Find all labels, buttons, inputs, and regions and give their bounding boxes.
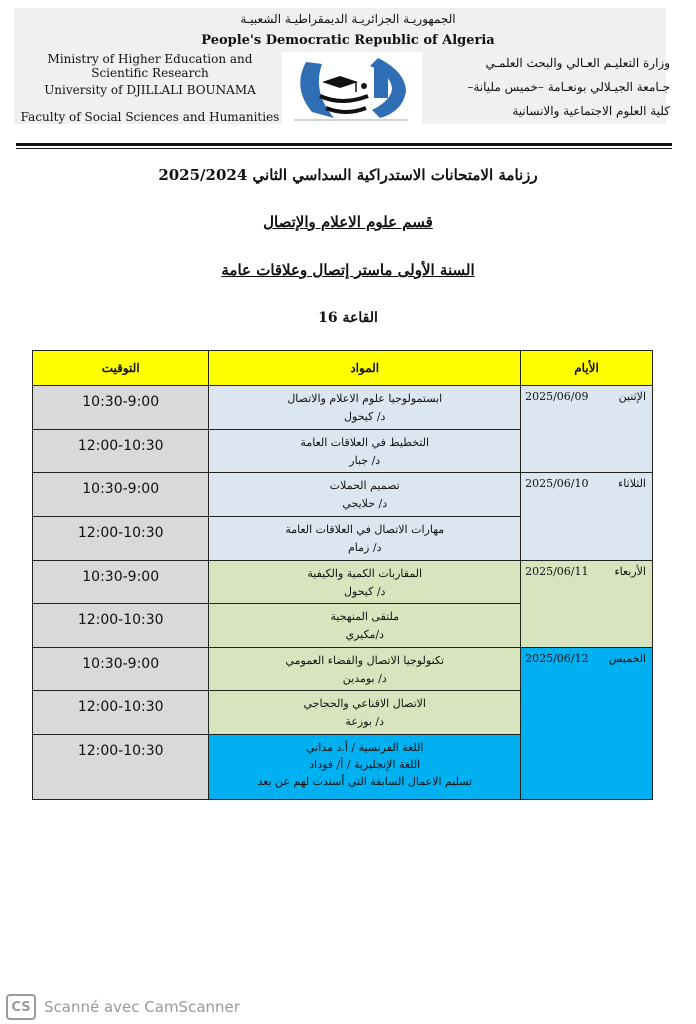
camscanner-icon: CS [6, 994, 36, 1020]
time-slot: 12:00-10:30 [77, 438, 164, 454]
subject-cell [209, 648, 521, 691]
header-rule [16, 143, 672, 146]
time-slot: 12:00-10:30 [77, 743, 164, 759]
university-arabic: جـامعة الجيـلالي بونعـامة –خميس مليانة– [467, 80, 670, 94]
subject-name-second: اللغة الإنجليزية / أ/ فوداد [309, 758, 421, 771]
subject-name: ابستمولوجيا علوم الاعلام والاتصال [287, 392, 443, 405]
day-name: الثلاثاء [618, 477, 646, 490]
time-cell [33, 473, 209, 517]
day-name: الإثنين [618, 390, 646, 403]
teacher-name: د/ بومدين [342, 672, 387, 685]
day-cell [521, 386, 653, 473]
time-slot: 12:00-10:30 [77, 699, 164, 715]
teacher-name: د/ بوزعة [345, 715, 385, 728]
faculty-arabic: كلية العلوم الاجتماعية والانسانية [512, 104, 670, 118]
day-date: 2025/06/09 [525, 390, 589, 403]
subject-note: تسليم الاعمال السابقة التي أسندت لهم عن بعد [257, 775, 473, 788]
subject-cell [209, 604, 521, 648]
day-cell [521, 561, 653, 648]
subject-name: الاتصال الاقناعي والحجاجي [303, 697, 426, 710]
teacher-name: د/ كيحول [344, 410, 386, 423]
time-cell [33, 691, 209, 735]
time-cell [33, 648, 209, 691]
subject-name: التخطيط في العلاقات العامة [300, 436, 430, 449]
header-days: الأيام [521, 351, 653, 386]
teacher-name: د/ زمام [348, 541, 382, 554]
table-row [33, 561, 653, 604]
university-logo [282, 52, 422, 124]
time-slot: 10:30-9:00 [82, 569, 160, 585]
year-title: السنة الأولى ماستر إتصال وعلاقات عامة [221, 261, 475, 279]
time-slot: 10:30-9:00 [82, 481, 160, 497]
subject-cell [209, 561, 521, 604]
day-date: 2025/06/12 [525, 652, 589, 665]
watermark-text: Scanné avec CamScanner [44, 998, 240, 1016]
time-slot: 12:00-10:30 [77, 612, 164, 628]
time-slot: 12:00-10:30 [77, 525, 164, 541]
table-row [33, 473, 653, 517]
exam-schedule-title: رزنامة الامتحانات الاستدراكية السداسي الثاني 2025/2024 [158, 166, 538, 184]
time-cell [33, 561, 209, 604]
time-cell [33, 735, 209, 800]
time-slot: 10:30-9:00 [82, 656, 160, 672]
ministry-arabic: وزارة التعليـم العـالي والبحث العلمـي [485, 56, 670, 70]
republic-arabic: الجمهوريـة الجزائريـة الديمقراطيـة الشعبيـة [240, 12, 456, 26]
subject-name: ملتقى المنهجية [330, 610, 400, 623]
table-row [33, 386, 653, 430]
subject-cell [209, 473, 521, 517]
time-cell [33, 386, 209, 430]
teacher-name: د/مكيري [345, 628, 385, 641]
time-cell [33, 604, 209, 648]
subject-name: تكنولوجيا الاتصال والفضاء العمومي [285, 654, 445, 667]
day-cell [521, 473, 653, 561]
faculty-english: Faculty of Social Sciences and Humanities [20, 110, 280, 124]
teacher-name: د/ حلايجي [342, 497, 388, 510]
header-rule-thin [16, 148, 672, 149]
subject-cell [209, 430, 521, 473]
header-subjects: المواد [209, 351, 521, 386]
day-date: 2025/06/11 [525, 565, 589, 578]
teacher-name: د/ كيحول [344, 585, 386, 598]
department-title: قسم علوم الاعلام والإتصال [263, 213, 433, 231]
time-slot: 10:30-9:00 [82, 394, 160, 410]
table-header-row [33, 351, 653, 386]
republic-english: People's Democratic Republic of Algeria [201, 33, 495, 48]
subject-cell [209, 691, 521, 735]
day-name: الخميس [608, 652, 646, 665]
subject-name: تصميم الحملات [329, 479, 400, 492]
camscanner-watermark [6, 994, 240, 1020]
day-name: الأربعاء [614, 565, 646, 578]
university-english: University of DJILLALI BOUNAMA [44, 83, 256, 97]
teacher-name: د/ جبار [349, 454, 381, 467]
subject-cell [209, 517, 521, 561]
time-cell [33, 430, 209, 473]
subject-name: المقاربات الكمية والكيفية [307, 567, 423, 580]
day-date: 2025/06/10 [525, 477, 589, 490]
subject-name: مهارات الاتصال في العلاقات العامة [285, 523, 445, 536]
subject-cell [209, 735, 521, 800]
room-label: القاعة 16 [318, 310, 378, 326]
subject-name: اللغة الفرنسية / أ.د مداني [306, 741, 424, 754]
exam-schedule-table [32, 350, 653, 800]
time-cell [33, 517, 209, 561]
table-row [33, 648, 653, 691]
header-time: التوقيت [33, 351, 209, 386]
ministry-english: Ministry of Higher Education and Scientific Research [47, 52, 253, 80]
subject-cell [209, 386, 521, 430]
day-cell [521, 648, 653, 800]
